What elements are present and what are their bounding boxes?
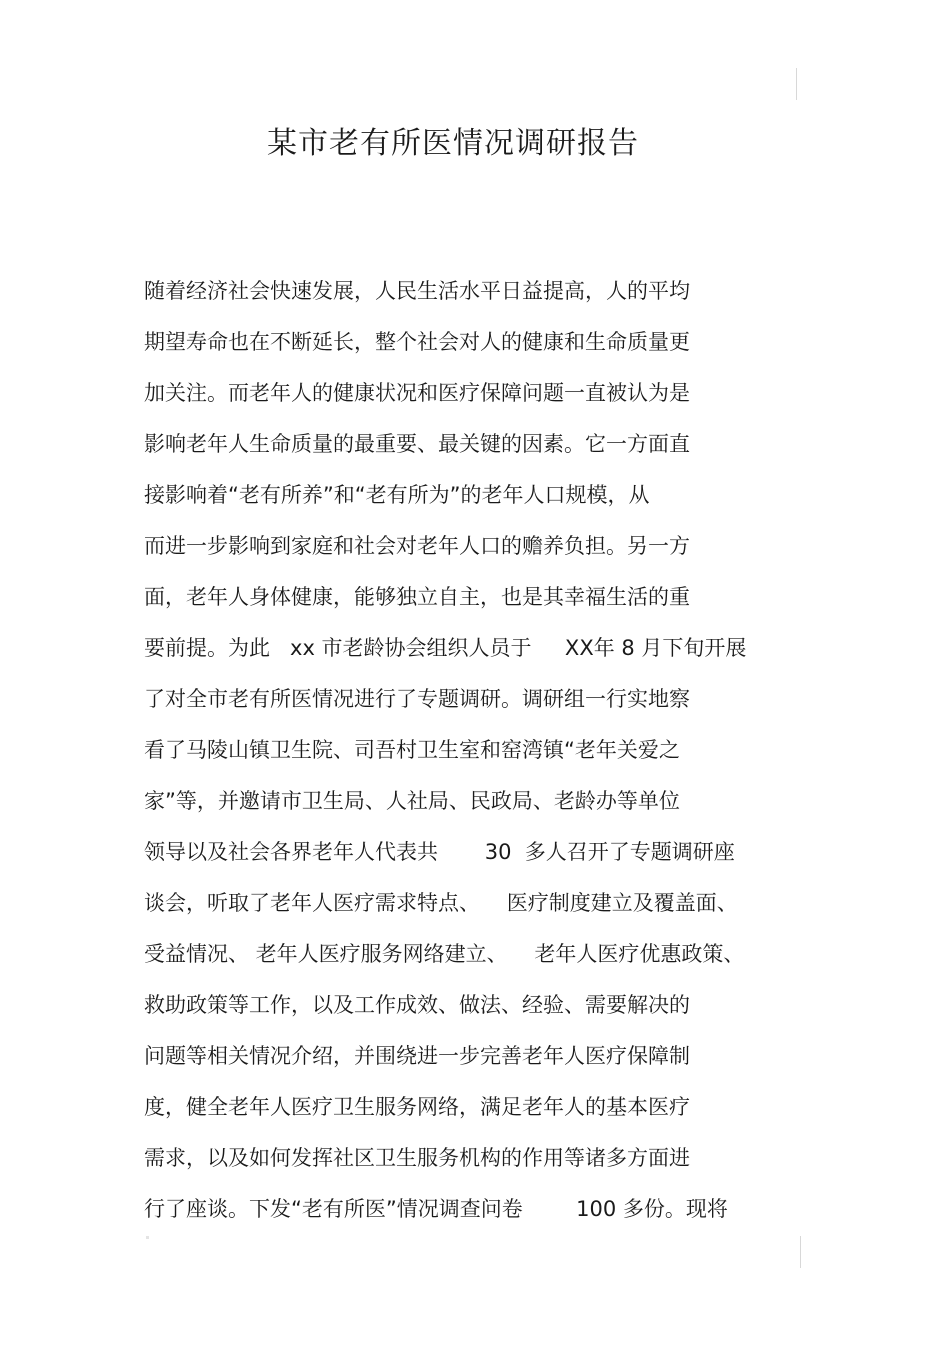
- body-line: 问题等相关情况介绍，并围绕进一步完善老年人医疗保障制: [144, 1044, 690, 1068]
- body-line: 度，健全老年人医疗卫生服务网络，满足老年人的基本医疗: [144, 1095, 690, 1119]
- body-line: 家”等，并邀请市卫生局、人社局、民政局、老龄办等单位: [144, 789, 680, 813]
- body-line: 加关注。而老年人的健康状况和医疗保障问题一直被认为是: [144, 381, 690, 405]
- page-corner-mark: [146, 1236, 149, 1239]
- body-line: 行了座谈。下发“老有所医”情况调查问卷 100 多份。现将: [144, 1197, 728, 1221]
- body-line: 受益情况、 老年人医疗服务网络建立、 老年人医疗优惠政策、: [144, 942, 745, 966]
- body-line: 随着经济社会快速发展，人民生活水平日益提高，人的平均: [144, 279, 690, 303]
- body-line: 看了马陵山镇卫生院、司吾村卫生室和窑湾镇“老年关爱之: [144, 738, 680, 762]
- page-edge-mark: [800, 1236, 801, 1268]
- document-body: [144, 272, 804, 1241]
- body-line: 了对全市老有所医情况进行了专题调研。调研组一行实地察: [144, 687, 690, 711]
- body-line: 面，老年人身体健康，能够独立自主，也是其幸福生活的重: [144, 585, 690, 609]
- body-line: 期望寿命也在不断延长，整个社会对人的健康和生命质量更: [144, 330, 690, 354]
- page-edge-mark: [796, 68, 797, 100]
- body-line: 需求，以及如何发挥社区卫生服务机构的作用等诸多方面进: [144, 1146, 690, 1170]
- body-line: 谈会，听取了老年人医疗需求特点、 医疗制度建立及覆盖面、: [144, 891, 738, 915]
- document-title: 某市老有所医情况调研报告: [267, 126, 639, 161]
- body-line: 要前提。为此 xx 市老龄协会组织人员于 XX年 8 月下旬开展: [144, 636, 747, 660]
- body-line: 救助政策等工作，以及工作成效、做法、经验、需要解决的: [144, 993, 690, 1017]
- body-line: 接影响着“老有所养”和“老有所为”的老年人口规模，从: [144, 483, 650, 507]
- body-line: 领导以及社会各界老年人代表共 30 多人召开了专题调研座: [144, 840, 735, 864]
- body-line: 而进一步影响到家庭和社会对老年人口的赡养负担。另一方: [144, 534, 690, 558]
- body-line: 影响老年人生命质量的最重要、最关键的因素。它一方面直: [144, 432, 690, 456]
